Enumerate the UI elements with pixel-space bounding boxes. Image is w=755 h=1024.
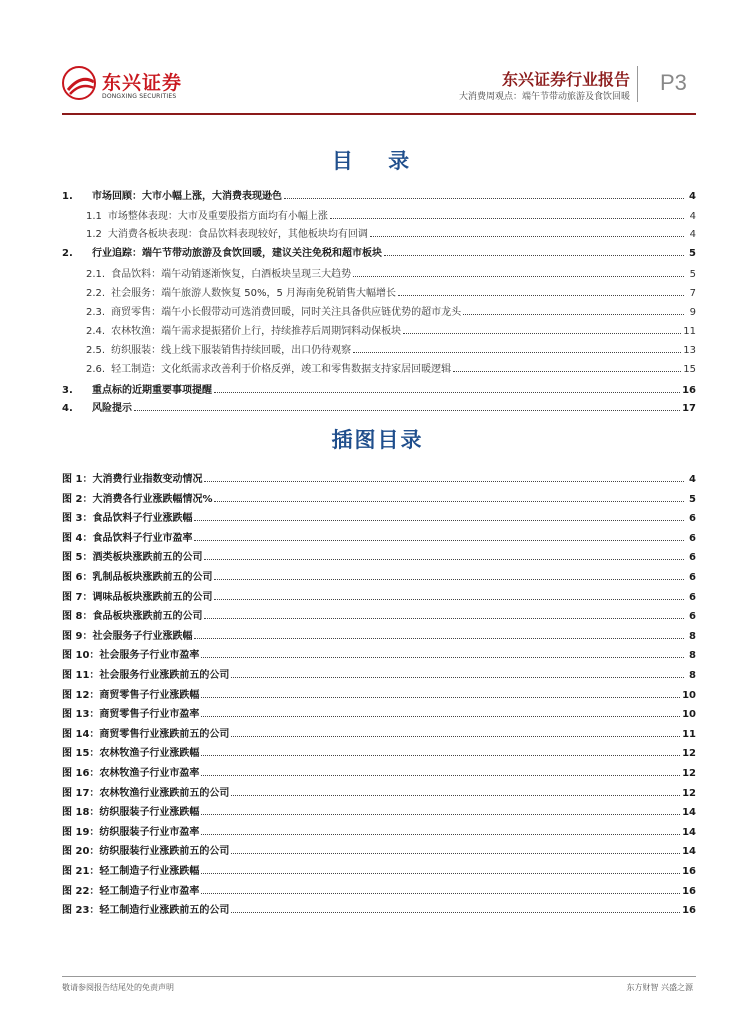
figure-leader-dots (194, 637, 684, 639)
toc-entry-text: 市场回顾：大市小幅上涨，大消费表现逊色 (92, 191, 282, 202)
footer-slogan: 东方财智 兴盛之源 (626, 983, 693, 992)
figure-entry-text: 图 6：乳制品板块涨跌前五的公司 (62, 572, 213, 583)
figure-entry-page: 10 (682, 689, 696, 701)
figure-entry[interactable] (62, 547, 696, 563)
toc-entry-number: 2.2. (86, 288, 106, 299)
figure-entry-page: 12 (682, 748, 696, 760)
figure-entry[interactable] (62, 783, 696, 799)
logo-text-cn: 东兴证券 (102, 72, 183, 94)
figure-leader-dots (201, 774, 680, 776)
footer-disclaimer: 敬请参阅报告结尾处的免责声明 (62, 983, 174, 992)
toc-entry-text: 食品饮料：端午动销逐渐恢复，白酒板块呈现三大趋势 (111, 269, 352, 280)
figure-leader-dots (214, 578, 684, 580)
toc-entry[interactable] (62, 243, 696, 259)
toc-leader-dots (353, 275, 684, 277)
figure-entry[interactable] (62, 743, 696, 759)
figure-leader-dots (231, 911, 680, 913)
toc-leader-dots (330, 217, 684, 219)
toc-leader-dots (453, 370, 681, 372)
figure-entry-text: 图 10：社会服务子行业市盈率 (62, 650, 200, 662)
figure-leader-dots (201, 833, 680, 835)
figure-leader-dots (201, 872, 680, 874)
toc-leader-dots (353, 351, 681, 353)
header-rule (62, 113, 696, 115)
toc-entry[interactable] (62, 186, 696, 202)
figure-entry[interactable] (62, 645, 696, 661)
logo-text-en: DONGXING SECURITIES (102, 93, 177, 100)
toc-title: 目 录 (331, 149, 424, 173)
toc-entry[interactable] (86, 283, 696, 299)
toc-entry-text: 大消费各板块表现：食品饮料表现较好，其他板块均有回调 (107, 229, 368, 240)
figure-entry-text: 图 22：轻工制造子行业市盈率 (62, 885, 200, 897)
toc-entry-text: 风险提示 (92, 403, 132, 414)
toc-entry-page: 7 (689, 288, 696, 299)
toc-entry-number: 2.5. (86, 345, 106, 356)
toc-entry-page: 17 (682, 403, 696, 414)
figure-entry[interactable] (62, 469, 696, 485)
report-title: 东兴证券行业报告 (501, 70, 630, 89)
figure-entry-page: 16 (682, 885, 696, 897)
figure-leader-dots (201, 656, 684, 658)
toc-leader-dots (463, 313, 684, 315)
figure-entry-page: 4 (689, 474, 696, 485)
figure-leader-dots (194, 539, 684, 541)
figure-entry-page: 6 (689, 611, 696, 623)
figure-entry-page: 6 (689, 552, 696, 564)
figure-entry-page: 11 (682, 728, 696, 740)
figure-entry[interactable] (62, 685, 696, 701)
figure-entry-text: 图 8：食品板块涨跌前五的公司 (62, 611, 203, 623)
figure-entry[interactable] (62, 508, 696, 524)
toc-entry-page: 11 (683, 326, 696, 337)
toc-entry-text: 商贸零售：端午小长假带动可选消费回暖，同时关注具备供应链优势的超市龙头 (111, 307, 462, 318)
figure-entry-text: 图 3：食品饮料子行业涨跌幅 (62, 513, 193, 525)
figure-entry-text: 图 7：调味品板块涨跌前五的公司 (62, 591, 213, 603)
toc-entry-number: 1.1 (86, 211, 102, 222)
toc-entry[interactable] (86, 302, 696, 318)
figure-entry-text: 图 15：农林牧渔子行业涨跌幅 (62, 748, 200, 760)
toc-leader-dots (214, 391, 680, 393)
figure-entry[interactable] (62, 587, 696, 603)
toc-leader-dots (403, 332, 681, 334)
figure-entry[interactable] (62, 528, 696, 544)
figure-leader-dots (231, 852, 680, 854)
figure-entry-page: 8 (689, 650, 696, 662)
figure-entry-page: 14 (682, 826, 696, 838)
toc-entry[interactable] (86, 264, 696, 280)
figure-entry[interactable] (62, 567, 696, 583)
figure-entry-text: 图 14：商贸零售行业涨跌前五的公司 (62, 728, 230, 740)
figure-leader-dots (204, 617, 684, 619)
toc-entry-page: 13 (683, 345, 696, 356)
figure-leader-dots (201, 696, 680, 698)
page-number: P3 (660, 70, 687, 95)
toc-entry-text: 农林牧渔：端午需求提振猪价上行，持续推荐后周期饲料动保板块 (111, 326, 402, 337)
figure-entry-text: 图 11：社会服务行业涨跌前五的公司 (62, 670, 230, 681)
figure-entry[interactable] (62, 724, 696, 740)
toc-entry-page: 4 (689, 211, 696, 222)
company-logo (62, 66, 192, 106)
toc-entry[interactable] (62, 398, 696, 414)
figure-entry-page: 14 (682, 846, 696, 858)
figure-entry[interactable] (62, 881, 696, 897)
figure-entry-page: 14 (682, 807, 696, 819)
figure-entry[interactable] (62, 861, 696, 877)
figure-entry-text: 图 1：大消费行业指数变动情况 (62, 474, 203, 485)
figure-entry-page: 16 (682, 866, 696, 877)
toc-leader-dots (134, 409, 680, 411)
figure-leader-dots (201, 813, 680, 815)
figure-entry[interactable] (62, 626, 696, 642)
header-divider (637, 66, 638, 102)
figure-entry-text: 图 9：社会服务子行业涨跌幅 (62, 630, 193, 642)
figure-leader-dots (231, 676, 684, 678)
figure-entry[interactable] (62, 489, 696, 505)
figure-entry[interactable] (62, 665, 696, 681)
figure-leader-dots (214, 598, 684, 600)
figure-entry-text: 图 16：农林牧渔子行业市盈率 (62, 768, 200, 779)
figure-leader-dots (204, 558, 684, 560)
toc-leader-dots (370, 235, 684, 237)
figure-entry-text: 图 18：纺织服装子行业涨跌幅 (62, 807, 200, 819)
figure-entry-page: 12 (682, 787, 696, 799)
toc-entry-text: 纺织服装：线上线下服装销售持续回暖，出口仍待观察 (111, 345, 352, 356)
figure-entry-text: 图 19：纺织服装子行业市盈率 (62, 826, 200, 838)
toc-entry-text: 行业追踪：端午节带动旅游及食饮回暖，建议关注免税和超市板块 (92, 248, 382, 259)
figure-entry-page: 6 (689, 572, 696, 583)
toc-entry-number: 2. (62, 248, 73, 259)
toc-entry-page: 4 (689, 229, 696, 240)
figure-entry-text: 图 21：轻工制造子行业涨跌幅 (62, 866, 200, 877)
toc-entry-text: 轻工制造：文化纸需求改善利于价格反弹，竣工和零售数据支持家居回暖逻辑 (111, 364, 452, 375)
toc-leader-dots (398, 294, 684, 296)
toc-entry-number: 1.2 (86, 229, 102, 240)
figure-entry[interactable] (62, 763, 696, 779)
figure-leader-dots (201, 754, 680, 756)
toc-entry-page: 16 (682, 385, 696, 396)
figure-entry-page: 5 (689, 493, 696, 505)
figure-leader-dots (204, 480, 684, 482)
toc-entry-page: 5 (689, 248, 696, 259)
figure-entry-page: 16 (682, 905, 696, 917)
figure-entry[interactable] (62, 822, 696, 838)
toc-entry-page: 5 (689, 269, 696, 280)
logo-emblem-icon (62, 66, 96, 100)
toc-entry-number: 2.3. (86, 307, 106, 318)
figure-entry-page: 8 (689, 670, 696, 681)
figure-leader-dots (201, 892, 680, 894)
toc-entry-number: 3. (62, 385, 73, 396)
toc-entry[interactable] (62, 380, 696, 396)
figure-leader-dots (231, 794, 680, 796)
figure-entry-text: 图 5：酒类板块涨跌前五的公司 (62, 552, 203, 564)
toc-entry-number: 2.1. (86, 269, 106, 280)
figure-entry-text: 图 2：大消费各行业涨跌幅情况% (62, 493, 213, 505)
toc-entry-number: 4. (62, 403, 73, 414)
report-subtitle: 大消费周观点：端午节带动旅游及食饮回暖 (458, 92, 630, 102)
toc-entry-page: 4 (689, 191, 696, 202)
figure-entry[interactable] (62, 606, 696, 622)
figure-leader-dots (201, 715, 680, 717)
figure-entry-page: 8 (689, 630, 696, 642)
figure-entry[interactable] (62, 704, 696, 720)
figure-entry-page: 12 (682, 768, 696, 779)
toc-entry-text: 市场整体表现：大市及重要股指方面均有小幅上涨 (107, 211, 328, 222)
figure-entry-page: 6 (689, 513, 696, 525)
footer-rule (62, 976, 696, 977)
figure-entry[interactable] (62, 900, 696, 916)
figure-entry-text: 图 12：商贸零售子行业涨跌幅 (62, 689, 200, 701)
figure-entry-text: 图 20：纺织服装行业涨跌前五的公司 (62, 846, 230, 858)
toc-entry-number: 2.6. (86, 364, 106, 375)
toc-entry-page: 15 (683, 364, 696, 375)
figure-leader-dots (231, 735, 680, 737)
figure-entry[interactable] (62, 841, 696, 857)
figure-entry-page: 10 (682, 709, 696, 721)
toc-entry[interactable] (86, 340, 696, 356)
figure-entry-text: 图 4：食品饮料子行业市盈率 (62, 532, 193, 544)
figure-entry-page: 6 (689, 532, 696, 544)
figure-entry-page: 6 (689, 591, 696, 603)
toc-leader-dots (284, 197, 684, 199)
figure-entry-text: 图 17：农林牧渔行业涨跌前五的公司 (62, 787, 230, 799)
page-header (0, 0, 755, 118)
figure-list-title: 插图目录 (331, 428, 424, 452)
figure-entry[interactable] (62, 802, 696, 818)
toc-entry[interactable] (86, 206, 696, 222)
toc-entry-number: 2.4. (86, 326, 106, 337)
figure-entry-text: 图 13：商贸零售子行业市盈率 (62, 709, 200, 721)
toc-entry[interactable] (86, 321, 696, 337)
figure-entry-text: 图 23：轻工制造行业涨跌前五的公司 (62, 905, 230, 917)
toc-entry[interactable] (86, 359, 696, 375)
figure-leader-dots (194, 519, 684, 521)
toc-entry-page: 9 (689, 307, 696, 318)
toc-entry-number: 1. (62, 191, 73, 202)
toc-entry-text: 重点标的近期重要事项提醒 (92, 385, 212, 396)
toc-leader-dots (384, 254, 684, 256)
toc-entry[interactable] (86, 224, 696, 240)
figure-leader-dots (214, 500, 684, 502)
toc-entry-text: 社会服务：端午旅游人数恢复 50%，5 月海南免税销售大幅增长 (111, 288, 397, 299)
